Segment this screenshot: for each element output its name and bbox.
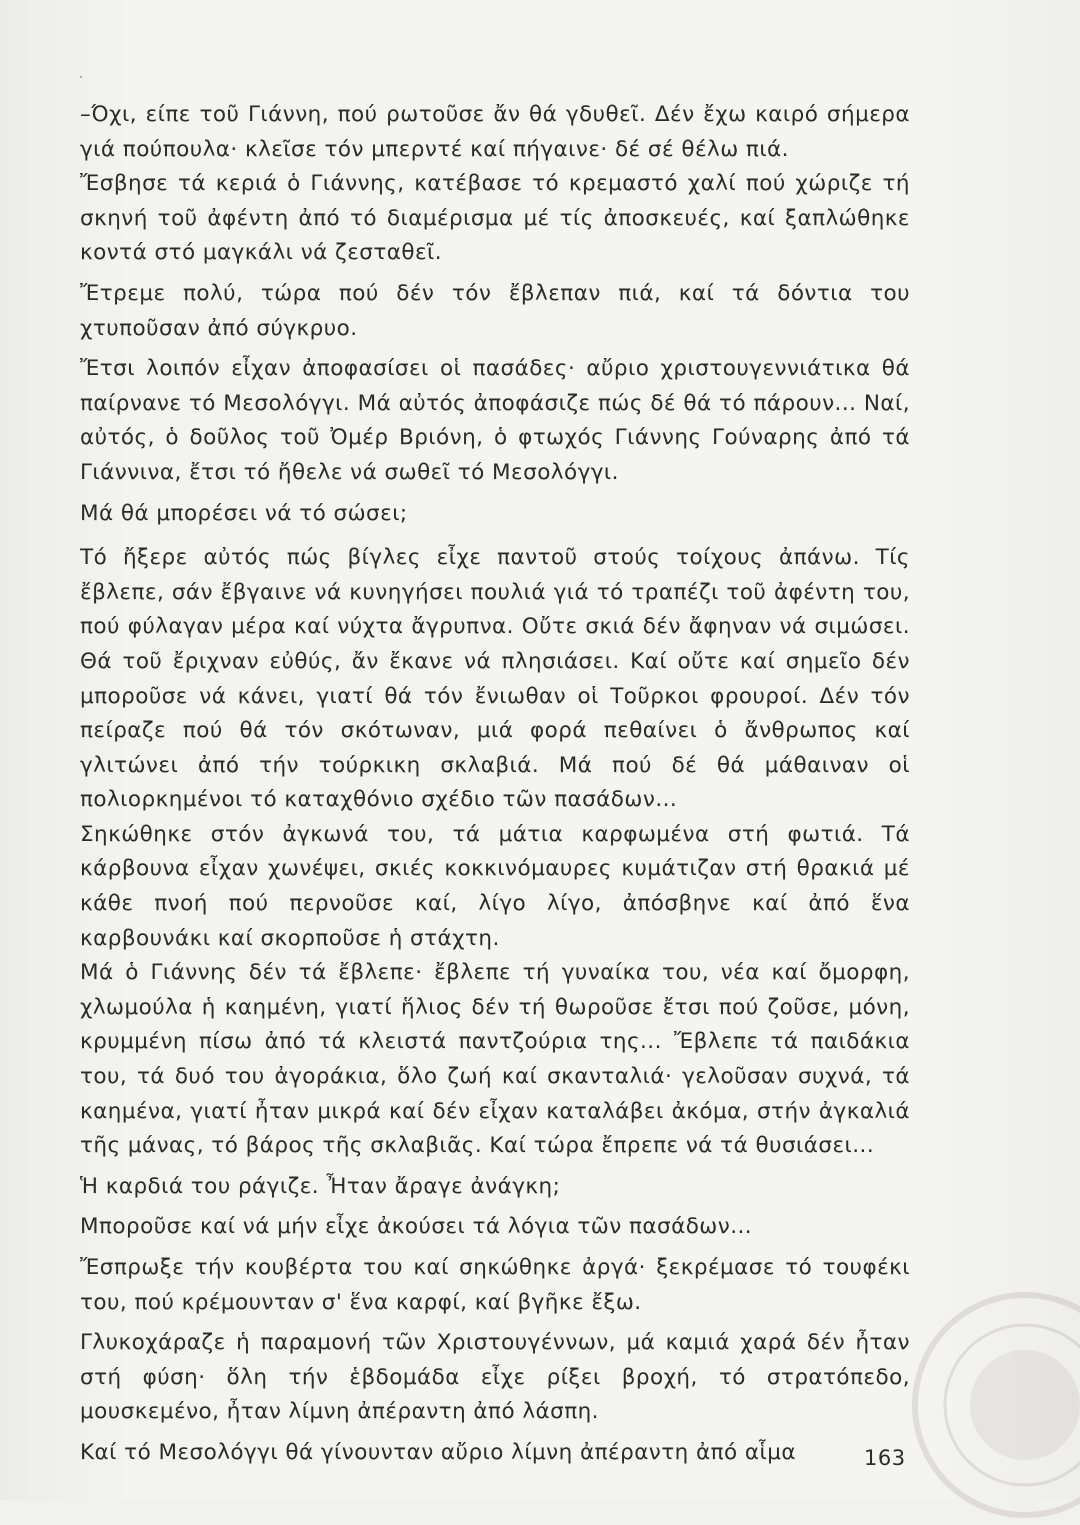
paragraph-2: Ἔσβησε τά κεριά ὁ Γιάννης, κατέβασε τό κρεμαστό χαλί πού χώριζε τή σκηνή τοῦ ἀφέντη ἀπό τό διαμέρισμα μέ τίς ἀποσκευές, καί ξαπλώθηκε κοντά στό μαγκάλι νά ζεσταθεῖ. xyxy=(80,171,910,266)
paragraph-9: Ἡ καρδιά του ράγιζε. Ἦταν ἄραγε ἀνάγκη; xyxy=(80,1173,561,1199)
paragraph-10: Μποροῦσε καί νά μήν εἶχε ἀκούσει τά λόγια τῶν πασάδων... xyxy=(80,1214,753,1240)
paragraph-11: Ἔσπρωξε τήν κουβέρτα του καί σηκώθηκε ἀργά· ξεκρέμασε τό τουφέκι του, πού κρέμουνταν σ' ἕνα καρφί, καί βγῆκε ἔξω. xyxy=(80,1255,910,1315)
paragraph-1: –Όχι, είπε τοῦ Γιάννη, πού ρωτοῦσε ἄν θά γδυθεῖ. Δέν ἔχω καιρό σήμερα γιά πούπουλα· κλεῖσε τόν μπερντέ καί πήγαινε· δέ σέ θέλω πιά. xyxy=(80,102,910,162)
paragraph-4: Ἔτσι λοιπόν εἶχαν ἀποφασίσει οἱ πασάδες· αὔριο χριστουγεννιάτικα θά παίρνανε τό Μεσολόγγι. Μά αὐτός ἀποφάσιζε πώς δέ θά τό πάρουν... Ναί, αὐτός, ὁ δοῦλος τοῦ Ὀμέρ Βριόνη, ὁ φτωχός Γιάννης Γούναρης ἀπό τά Γιάννινα, ἔτσι τό ἤθελε νά σωθεῖ τό Μεσολόγγι. xyxy=(80,356,910,485)
body-text xyxy=(80,98,910,1471)
paragraph-3: Ἔτρεμε πολύ, τώρα πού δέν τόν ἔβλεπαν πιά, καί τά δόντια του χτυποῦσαν ἀπό σύγκρυο. xyxy=(80,280,910,341)
paragraph-5: Μά θά μπορέσει νά τό σώσει; xyxy=(80,500,408,526)
paragraph-13: Καί τό Μεσολόγγι θά γίνουνταν αὔριο λίμνη ἀπέραντη ἀπό αἷμα xyxy=(80,1439,797,1465)
paragraph-8: Μά ὁ Γιάννης δέν τά ἔβλεπε· ἔβλεπε τή γυναίκα του, νέα καί ὄμορφη, χλωμούλα ἡ καημένη, γιατί ἥλιος δέν τή θωροῦσε ἔτσι πού ζοῦσε, μόνη, κρυμμένη πίσω ἀπό τά κλειστά παντζούρια της... Ἔβλεπε τά παιδάκια του, τά δυό του ἀγοράκια, ὅλο ζωή καί σκανταλιά· γελοῦσαν συχνά, τά καημένα, γιατί ἦταν μικρά καί δέν εἶχαν καταλάβει ἀκόμα, στήν ἀγκαλιά τῆς μάνας, τό βάρος τῆς σκλαβιᾶς. Καί τώρα ἔπρεπε νά τά θυσιάσει... xyxy=(80,960,910,1159)
paragraph-12: Γλυκοχάραζε ἡ παραμονή τῶν Χριστουγέννων, μά καμιά χαρά δέν ἦταν στή φύση· ὅλη τήν ἑβδομάδα εἶχε ρίξει βροχή, τό στρατόπεδο, μουσκεμένο, ἦταν λίμνη ἀπέραντη ἀπό λάσπη. xyxy=(80,1330,910,1425)
library-stamp-icon xyxy=(905,1285,1080,1525)
page-number: 163 xyxy=(864,1446,906,1470)
page-speck xyxy=(80,76,82,78)
paragraph-7: Σηκώθηκε στόν ἀγκωνά του, τά μάτια καρφωμένα στή φωτιά. Τά κάρβουνα εἶχαν χωνέψει, σκιές κοκκινόμαυρες κυμάτιζαν στή θρακιά μέ κάθε πνοή πού περνοῦσε καί, λίγο λίγο, ἀπόσβηνε καί ἀπό ἕνα καρβουνάκι καί σκορποῦσε ἡ στάχτη. xyxy=(80,821,910,951)
paragraph-6: Τό ἤξερε αὐτός πώς βίγλες εἶχε παντοῦ στούς τοίχους ἀπάνω. Τίς ἔβλεπε, σάν ἔβγαινε νά κυνηγήσει πουλιά γιά τό τραπέζι τοῦ ἀφέντη του, πού φύλαγαν μέρα καί νύχτα ἄγρυπνα. Οὔτε σκιά δέν ἄφηναν νά σιμώσει. Θά τοῦ ἔριχναν εὐθύς, ἄν ἔκανε νά πλησιάσει. Καί οὔτε καί σημεῖο δέν μποροῦσε νά κάνει, γιατί θά τόν ἔνιωθαν οἱ Τοῦρκοι φρουροί. Δέν τόν πείραζε πού θά τόν σκότωναν, μιά φορά πεθαίνει ὁ ἄνθρωπος καί γλιτώνει ἀπό τήν τούρκικη σκλαβιά. Μά πού δέ θά μάθαιναν οἱ πολιορκημένοι τό καταχθόνιο σχέδιο τῶν πασάδων... xyxy=(80,545,910,813)
